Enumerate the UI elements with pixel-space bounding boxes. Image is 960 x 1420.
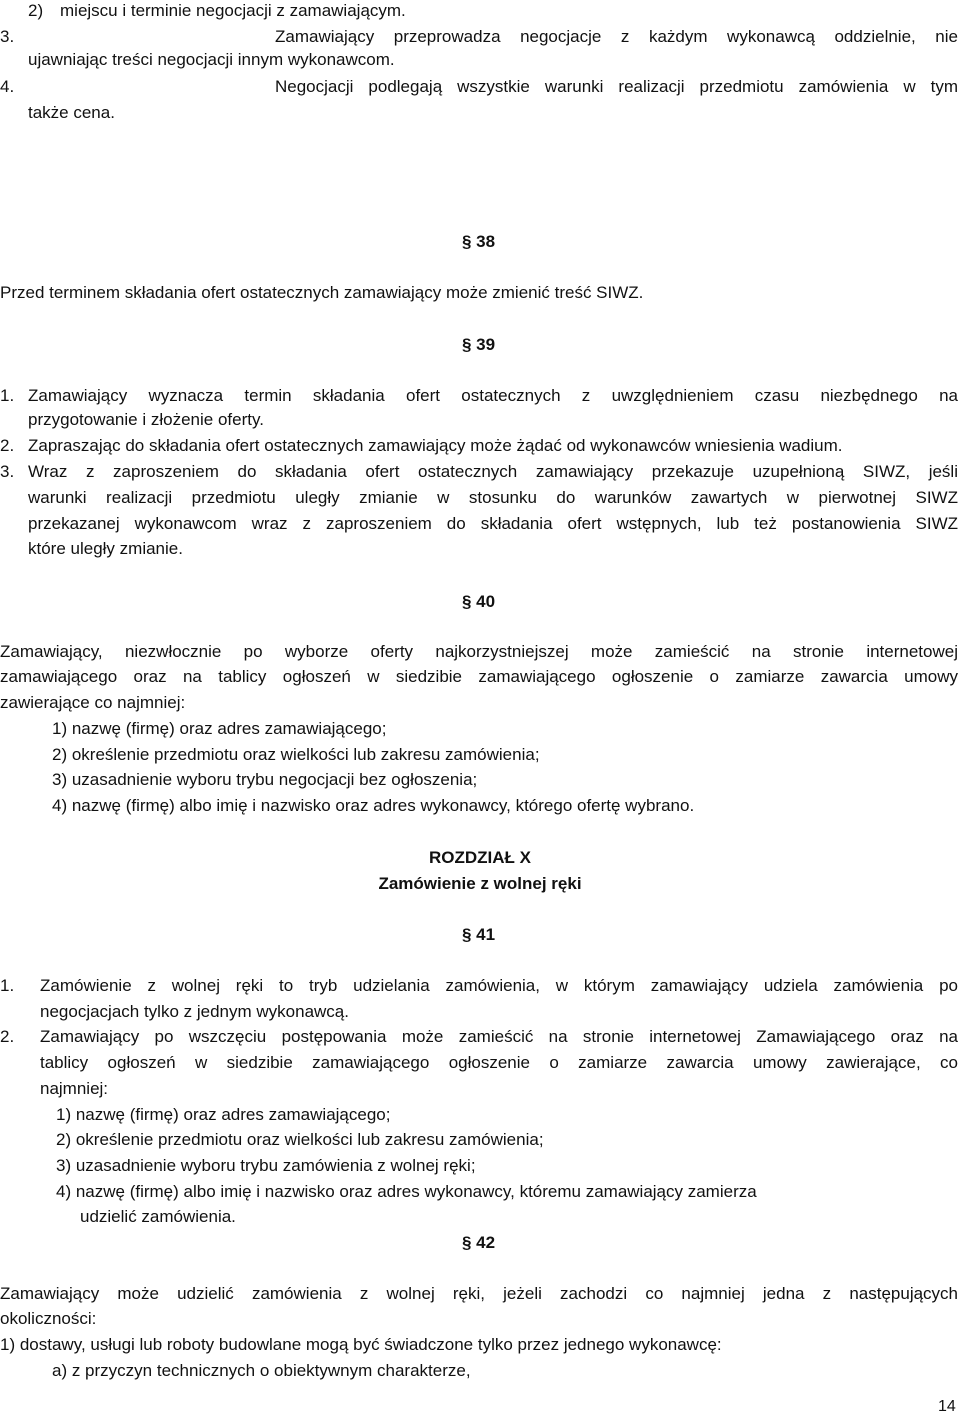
paragraph-number: 2. <box>0 436 15 455</box>
paragraph-line: przekazanej wykonawcom wraz z zaproszeniem do składania ofert wstępnych, lub też postanowienia SIWZ <box>28 514 958 533</box>
paragraph-line: Wraz z zaproszeniem do składania ofert ostatecznych zamawiający przekazuje uzupełnioną SIWZ, jeśli <box>28 462 958 481</box>
paragraph-line: negocjacjach tylko z jednym wykonawcą. <box>40 1002 349 1021</box>
section-heading: § 41 <box>462 925 496 944</box>
section-heading: § 40 <box>462 592 496 611</box>
paragraph-line: ujawniając treści negocjacji innym wykonawcom. <box>28 50 395 69</box>
paragraph-line: zamawiającego oraz na tablicy ogłoszeń w siedzibie zamawiającego ogłoszenie o zamiarze zawarcia umowy <box>0 667 958 686</box>
paragraph-number: 1. <box>0 976 15 995</box>
list-item-text: miejscu i terminie negocjacji z zamawiającym. <box>60 1 406 20</box>
section-heading: § 38 <box>462 232 496 251</box>
paragraph-number: 1. <box>0 386 15 405</box>
paragraph-number: 3. <box>0 27 15 46</box>
paragraph-line: Zamawiający po wszczęciu postępowania może zamieścić na stronie internetowej Zamawiającego oraz na <box>40 1027 958 1046</box>
list-item: 1) dostawy, usługi lub roboty budowlane mogą być świadczone tylko przez jednego wykonawcę: <box>0 1335 722 1354</box>
section-heading: § 39 <box>462 335 496 354</box>
list-item-continuation: udzielić zamówienia. <box>80 1207 236 1226</box>
paragraph-number: 4. <box>0 77 15 96</box>
list-number: 2) <box>28 1 44 20</box>
paragraph-line: przygotowanie i złożenie oferty. <box>28 410 264 429</box>
paragraph-line: które uległy zmianie. <box>28 539 183 558</box>
list-item: 3) uzasadnienie wyboru trybu negocjacji bez ogłoszenia; <box>52 770 478 789</box>
chapter-title: ROZDZIAŁ X <box>429 848 531 867</box>
paragraph-number: 2. <box>0 1027 15 1046</box>
list-subitem: a) z przyczyn technicznych o obiektywnym charakterze, <box>52 1361 471 1380</box>
page-number: 14 <box>938 1398 956 1415</box>
paragraph-line: tablicy ogłoszeń w siedzibie zamawiającego ogłoszenie o zamiarze zawarcia umowy zawierające, co <box>40 1053 958 1072</box>
paragraph-line: Zamawiający wyznacza termin składania ofert ostatecznych z uwzględnieniem czasu niezbędnego na <box>28 386 958 405</box>
list-item: 4) nazwę (firmę) albo imię i nazwisko oraz adres wykonawcy, któremu zamawiający zamierza <box>56 1182 757 1201</box>
list-item: 3) uzasadnienie wyboru trybu zamówienia z wolnej ręki; <box>56 1156 476 1175</box>
list-item: 1) nazwę (firmę) oraz adres zamawiającego; <box>56 1105 391 1124</box>
paragraph-line: Negocjacji podlegają wszystkie warunki realizacji przedmiotu zamówienia w tym <box>275 77 958 96</box>
paragraph-line: Zapraszając do składania ofert ostatecznych zamawiający może żądać od wykonawców wniesienia wadium. <box>28 436 843 455</box>
list-item: 1) nazwę (firmę) oraz adres zamawiającego; <box>52 719 387 738</box>
paragraph-line: także cena. <box>28 103 115 122</box>
paragraph-line: Zamawiający może udzielić zamówienia z wolnej ręki, jeżeli zachodzi co najmniej jedna z następujących <box>0 1284 958 1303</box>
paragraph-line: zawierające co najmniej: <box>0 693 186 712</box>
paragraph-line: Przed terminem składania ofert ostatecznych zamawiający może zmienić treść SIWZ. <box>0 283 644 302</box>
paragraph-line: Zamawiający, niezwłocznie po wyborze oferty najkorzystniejszej może zamieścić na stronie internetowej <box>0 642 958 661</box>
chapter-subtitle: Zamówienie z wolnej ręki <box>378 874 582 893</box>
list-item: 2) określenie przedmiotu oraz wielkości lub zakresu zamówienia; <box>56 1130 544 1149</box>
paragraph-line: Zamawiający przeprowadza negocjacje z każdym wykonawcą oddzielnie, nie <box>275 27 958 46</box>
paragraph-number: 3. <box>0 462 15 481</box>
paragraph-line: warunki realizacji przedmiotu uległy zmianie w stosunku do warunków zawartych w pierwotnej SIWZ <box>28 488 958 507</box>
paragraph-line: najmniej: <box>40 1079 109 1098</box>
paragraph-line: Zamówienie z wolnej ręki to tryb udzielania zamówienia, w którym zamawiający udziela zamówienia po <box>40 976 958 995</box>
list-item: 2) określenie przedmiotu oraz wielkości lub zakresu zamówienia; <box>52 745 540 764</box>
paragraph-line: okoliczności: <box>0 1309 97 1328</box>
section-heading: § 42 <box>462 1233 496 1252</box>
list-item: 4) nazwę (firmę) albo imię i nazwisko oraz adres wykonawcy, którego ofertę wybrano. <box>52 796 695 815</box>
